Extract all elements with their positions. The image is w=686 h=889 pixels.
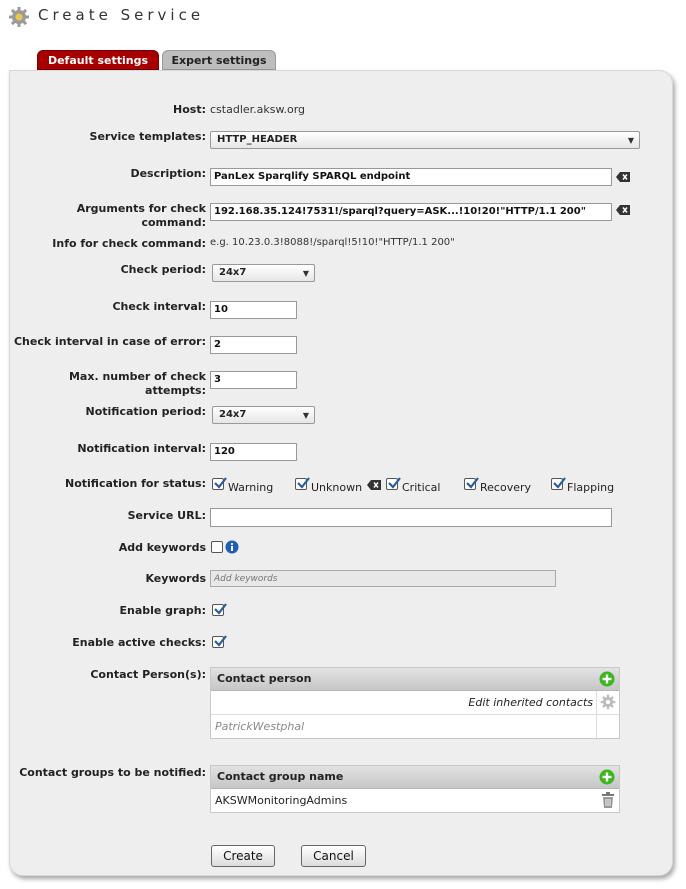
enable-graph-label: Enable graph: [119, 604, 206, 617]
create-button[interactable]: Create [211, 845, 275, 867]
form-panel [9, 70, 673, 876]
flapping-checkbox[interactable] [551, 478, 563, 490]
host-label: Host: [173, 103, 206, 116]
critical-label: Critical [402, 481, 441, 494]
flapping-label: Flapping [567, 481, 615, 494]
info-label: Info for check command: [52, 237, 206, 250]
warning-checkbox[interactable] [212, 478, 224, 490]
description-label: Description: [130, 167, 206, 180]
contact-persons-table [210, 667, 620, 739]
notification-interval-label: Notification interval: [77, 442, 206, 455]
check-period-select[interactable] [212, 264, 315, 282]
contact-groups-label: Contact groups to be notified: [19, 766, 206, 779]
notification-interval-input[interactable]: 120 [210, 443, 297, 461]
arguments-label: Arguments for check command: [76, 202, 206, 229]
check-interval-error-input[interactable]: 2 [210, 336, 297, 354]
notification-period-value: 24x7 [219, 409, 247, 420]
service-templates-label: Service templates: [89, 130, 206, 143]
check-interval-error-label: Check interval in case of error: [13, 335, 206, 348]
max-attempts-input[interactable]: 3 [210, 371, 297, 389]
table-header: Contact group name [211, 766, 619, 789]
dropdown-arrow-icon: ▼ [627, 136, 634, 145]
info-icon[interactable] [225, 540, 239, 554]
service-templates-value: HTTP_HEADER [217, 134, 298, 145]
host-value: cstadler.aksw.org [210, 103, 306, 116]
check-period-value: 24x7 [219, 267, 247, 278]
clear-icon[interactable] [616, 205, 630, 215]
dropdown-arrow-icon: ▼ [302, 411, 309, 420]
service-url-label: Service URL: [127, 509, 206, 522]
add-keywords-checkbox[interactable] [211, 541, 223, 553]
check-interval-input[interactable]: 10 [210, 301, 297, 319]
arguments-input[interactable]: 192.168.35.124!7531!/sparql?query=ASK...!10!20!"HTTP/1.1 200" [210, 203, 612, 221]
critical-checkbox[interactable] [386, 478, 398, 490]
max-attempts-label: Max. number of check attempts: [68, 370, 206, 397]
description-input[interactable]: PanLex Sparqlify SPARQL endpoint [210, 168, 612, 186]
notification-status-label: Notification for status: [65, 477, 206, 490]
enable-active-checks-label: Enable active checks: [72, 636, 206, 649]
page-title: Create Service [38, 6, 205, 24]
gear-icon [8, 6, 30, 28]
notification-period-select[interactable] [212, 406, 315, 424]
enable-graph-checkbox[interactable] [212, 604, 224, 616]
contact-groups-table [210, 765, 620, 813]
service-templates-select[interactable] [210, 131, 640, 149]
dropdown-arrow-icon: ▼ [302, 269, 309, 278]
notification-period-label: Notification period: [85, 405, 206, 418]
table-header: Contact person [211, 668, 619, 691]
add-keywords-label: Add keywords [118, 541, 206, 554]
service-url-input[interactable] [210, 508, 612, 527]
edit-inherited-row [211, 691, 619, 715]
keywords-label: Keywords [145, 572, 206, 585]
keywords-input[interactable] [210, 570, 556, 587]
row-action-cell [596, 715, 619, 738]
check-interval-label: Check interval: [112, 300, 206, 313]
add-contact-group-button[interactable] [599, 769, 615, 785]
recovery-label: Recovery [480, 481, 532, 494]
unknown-checkbox[interactable] [295, 478, 307, 490]
tab-expert-settings[interactable]: Expert settings [162, 50, 276, 70]
tab-default-settings[interactable]: Default settings [37, 50, 159, 70]
cancel-button[interactable]: Cancel [301, 845, 366, 867]
clear-icon[interactable] [367, 480, 381, 490]
add-contact-person-button[interactable] [599, 671, 615, 687]
table-row: AKSWMonitoringAdmins [211, 789, 619, 812]
info-value: e.g. 10.23.0.3!8088!/sparql!5!10!"HTTP/1.1 200" [210, 237, 455, 248]
contact-persons-label: Contact Person(s): [90, 668, 206, 681]
trash-icon[interactable] [597, 789, 619, 812]
list-item: PatrickWestphal [211, 715, 619, 738]
gear-icon[interactable] [596, 691, 619, 714]
recovery-checkbox[interactable] [464, 478, 476, 490]
check-period-label: Check period: [120, 263, 206, 276]
clear-icon[interactable] [616, 172, 630, 182]
warning-label: Warning [228, 481, 274, 494]
enable-active-checks-checkbox[interactable] [212, 636, 224, 648]
edit-inherited-contacts-link[interactable]: Edit inherited contacts [468, 696, 593, 709]
unknown-label: Unknown [311, 481, 363, 494]
